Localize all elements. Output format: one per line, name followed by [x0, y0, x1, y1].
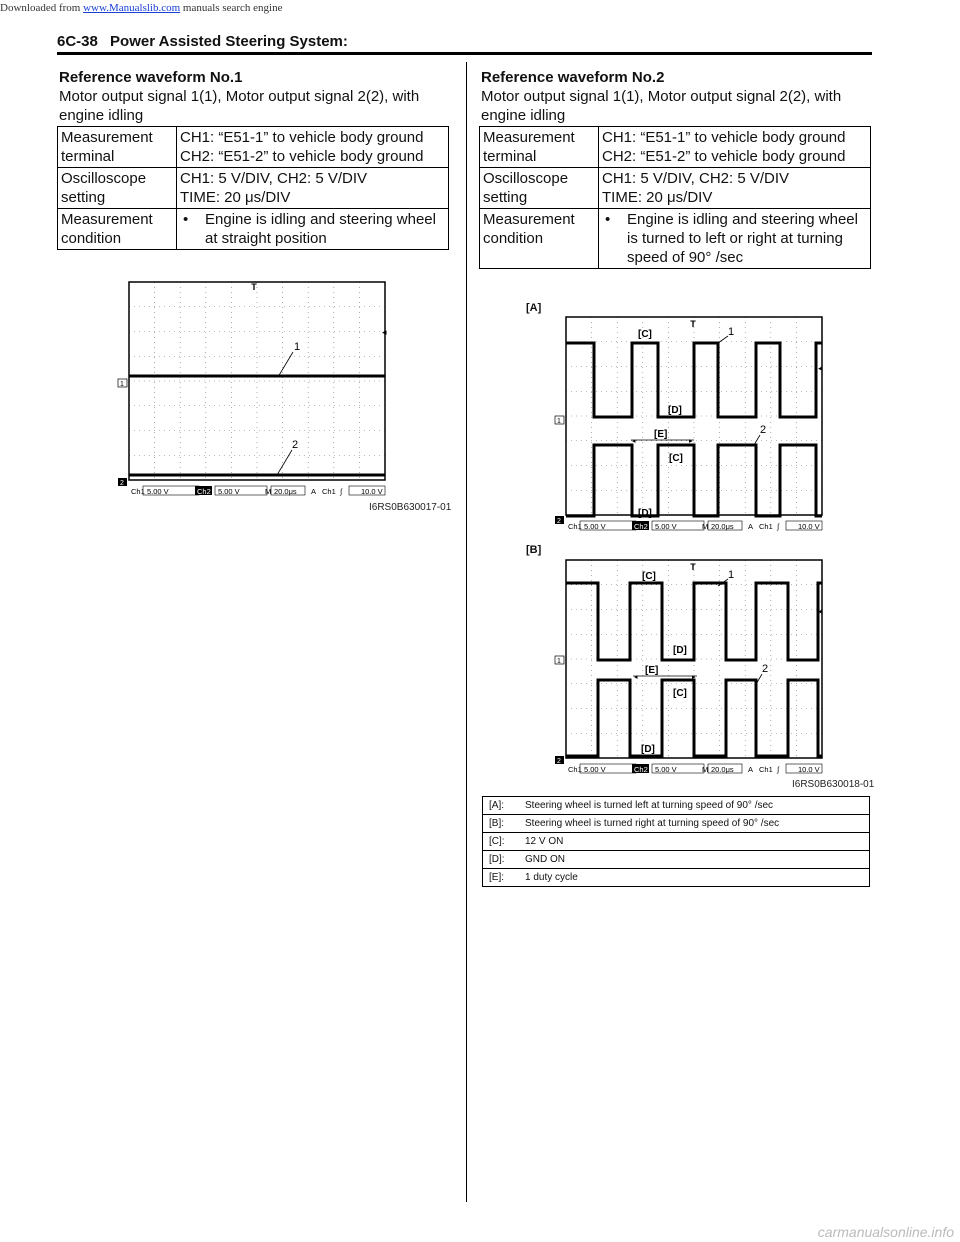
spec-key: Oscilloscope setting — [480, 168, 599, 209]
callout-1: 1 — [728, 569, 735, 581]
status-trig-channel: Ch1 — [322, 487, 336, 496]
trigger-cursor-icon: T — [690, 319, 696, 329]
status-ch1-value: 5.00 V — [584, 522, 606, 531]
status-time-prefix: M — [702, 765, 709, 774]
trigger-cursor-icon: T — [251, 282, 257, 292]
waveform-ch1 — [566, 583, 822, 660]
callout-2: 2 — [760, 424, 767, 436]
status-trig-prefix: A — [748, 522, 754, 531]
ch1-marker: 1 — [557, 418, 561, 425]
label-c-top: [C] — [638, 329, 652, 340]
spec-value: CH1: 5 V/DIV, CH2: 5 V/DIV TIME: 20 μs/DIV — [177, 168, 449, 209]
waveform-ch2 — [566, 680, 822, 756]
status-ch1-value: 5.00 V — [147, 487, 169, 496]
callout-2: 2 — [762, 663, 769, 675]
spec-key: Measurement condition — [58, 209, 177, 250]
right-figure-code: I6RS0B630018-01 — [792, 779, 875, 790]
legend-key: [C]: — [483, 833, 520, 851]
scope-a-screen — [552, 313, 827, 535]
legend-key: [A]: — [483, 797, 520, 815]
status-ch2-value: 5.00 V — [655, 522, 677, 531]
trigger-slope-icon: ∫ — [777, 765, 780, 774]
spec-value: CH1: “E51-1” to vehicle body ground CH2: “E51-2” to vehicle body ground — [177, 127, 449, 168]
legend-key: [B]: — [483, 815, 520, 833]
ch2-marker: 2 — [120, 480, 124, 487]
arrow-right-icon: ▸ — [692, 674, 696, 681]
ch2-marker: 2 — [557, 518, 561, 525]
label-d-top: [D] — [673, 645, 687, 656]
status-trig-channel: Ch1 — [759, 765, 773, 774]
right-description-line1: Motor output signal 1(1), Motor output signal 2(2), with — [481, 88, 842, 105]
status-trig-channel: Ch1 — [759, 522, 773, 531]
figure-label-a: [A] — [526, 302, 542, 314]
status-ch1-value: 5.00 V — [584, 765, 606, 774]
status-time-value: 20.0μs — [711, 522, 734, 531]
spec-key: Measurement terminal — [58, 127, 177, 168]
waveform-ch1 — [566, 343, 822, 417]
callout-2: 2 — [292, 439, 299, 451]
status-time-prefix: M — [265, 487, 272, 496]
ch1-marker: 1 — [557, 658, 561, 665]
page-header — [57, 33, 872, 51]
header-rule — [57, 52, 872, 55]
status-ch2-value: 5.00 V — [655, 765, 677, 774]
table-row — [483, 797, 870, 815]
spec-value: CH1: 5 V/DIV, CH2: 5 V/DIV TIME: 20 μs/DIV — [599, 168, 871, 209]
table-row — [58, 209, 449, 250]
trigger-level-icon: ◂ — [382, 327, 387, 337]
legend-table — [482, 796, 870, 887]
spec-key: Measurement condition — [480, 209, 599, 269]
download-suffix: manuals search engine — [182, 2, 283, 14]
trigger-slope-icon: ∫ — [340, 487, 343, 496]
ch1-marker: 1 — [120, 381, 124, 388]
legend-text: Steering wheel is turned right at turning speed of 90° /sec — [519, 815, 870, 833]
table-row — [480, 127, 871, 168]
status-time-prefix: M — [702, 522, 709, 531]
label-e: [E] — [645, 665, 659, 676]
status-trig-value: 10.0 V — [361, 487, 383, 496]
legend-text: 12 V ON — [519, 833, 870, 851]
status-time-value: 20.0μs — [711, 765, 734, 774]
label-d-bottom: [D] — [641, 744, 655, 755]
label-d-top: [D] — [668, 405, 682, 416]
column-divider — [466, 62, 467, 1202]
trigger-level-icon: ◂ — [818, 363, 823, 373]
trigger-level-icon: ◂ — [818, 606, 823, 616]
download-source-line — [0, 2, 282, 14]
trigger-slope-icon: ∫ — [777, 522, 780, 531]
status-trig-prefix: A — [748, 765, 754, 774]
scope-grid — [129, 282, 385, 480]
status-trig-prefix: A — [311, 487, 317, 496]
label-c-top: [C] — [642, 571, 656, 582]
trigger-cursor-icon: T — [690, 562, 696, 572]
left-section-title: Reference waveform No.1 — [59, 69, 243, 86]
status-ch1-label: Ch1 — [131, 487, 145, 496]
table-row — [58, 127, 449, 168]
waveform-ch2 — [566, 445, 822, 516]
legend-key: [E]: — [483, 869, 520, 887]
spec-key: Measurement terminal — [480, 127, 599, 168]
status-ch1-label: Ch1 — [568, 765, 582, 774]
left-spec-table — [57, 126, 449, 250]
status-ch2-label: Ch2 — [634, 765, 648, 774]
left-oscilloscope-screen — [115, 278, 390, 500]
callout-1: 1 — [294, 341, 301, 353]
table-row — [483, 869, 870, 887]
scope-status-bar — [131, 486, 385, 496]
table-row — [483, 851, 870, 869]
arrow-left-icon: ◂ — [632, 438, 636, 445]
page-number: 6C-38 — [57, 33, 98, 50]
figure-label-b: [B] — [526, 544, 542, 556]
status-ch2-value: 5.00 V — [218, 487, 240, 496]
scope-status-bar — [568, 764, 822, 774]
label-d-bottom: [D] — [638, 508, 652, 519]
right-section-description — [481, 87, 841, 125]
legend-key: [D]: — [483, 851, 520, 869]
table-row — [483, 815, 870, 833]
scope-status-bar — [568, 521, 822, 531]
callout-1: 1 — [728, 326, 735, 338]
left-section-description — [59, 87, 419, 125]
table-row — [480, 209, 871, 269]
label-c-bottom: [C] — [669, 453, 683, 464]
table-row — [58, 168, 449, 209]
spec-value: CH1: “E51-1” to vehicle body ground CH2: “E51-2” to vehicle body ground — [599, 127, 871, 168]
arrow-left-icon: ◂ — [634, 674, 638, 681]
label-e: [E] — [654, 429, 668, 440]
bullet-icon: • — [183, 211, 189, 228]
bullet-icon: • — [605, 211, 611, 228]
page-section-title: Power Assisted Steering System: — [110, 33, 348, 50]
left-description-line2: engine idling — [59, 107, 144, 124]
legend-text: Steering wheel is turned left at turning speed of 90° /sec — [519, 797, 870, 815]
status-ch2-label: Ch2 — [197, 487, 211, 496]
table-row — [480, 168, 871, 209]
left-description-line1: Motor output signal 1(1), Motor output signal 2(2), with — [59, 88, 420, 105]
watermark: carmanualsonline.info — [817, 1224, 954, 1240]
left-figure-code: I6RS0B630017-01 — [369, 502, 452, 513]
right-description-line2: engine idling — [481, 107, 566, 124]
right-spec-table — [479, 126, 871, 269]
scope-b-screen — [552, 556, 827, 778]
download-prefix: Downloaded from — [0, 2, 81, 14]
manualslib-link[interactable]: www.Manualslib.com — [83, 2, 181, 14]
legend-text: GND ON — [519, 851, 870, 869]
ch2-marker: 2 — [557, 758, 561, 765]
status-trig-value: 10.0 V — [798, 522, 820, 531]
status-time-value: 20.0μs — [274, 487, 297, 496]
spec-value: • Engine is idling and steering wheel is turned to left or right at turning speed of 90° /sec — [599, 209, 871, 269]
spec-value: • Engine is idling and steering wheel at straight position — [177, 209, 449, 250]
status-ch2-label: Ch2 — [634, 522, 648, 531]
spec-key: Oscilloscope setting — [58, 168, 177, 209]
legend-text: 1 duty cycle — [519, 869, 870, 887]
right-section-title: Reference waveform No.2 — [481, 69, 665, 86]
status-trig-value: 10.0 V — [798, 765, 820, 774]
label-c-bottom: [C] — [673, 688, 687, 699]
table-row — [483, 833, 870, 851]
status-ch1-label: Ch1 — [568, 522, 582, 531]
arrow-right-icon: ▸ — [689, 438, 693, 445]
